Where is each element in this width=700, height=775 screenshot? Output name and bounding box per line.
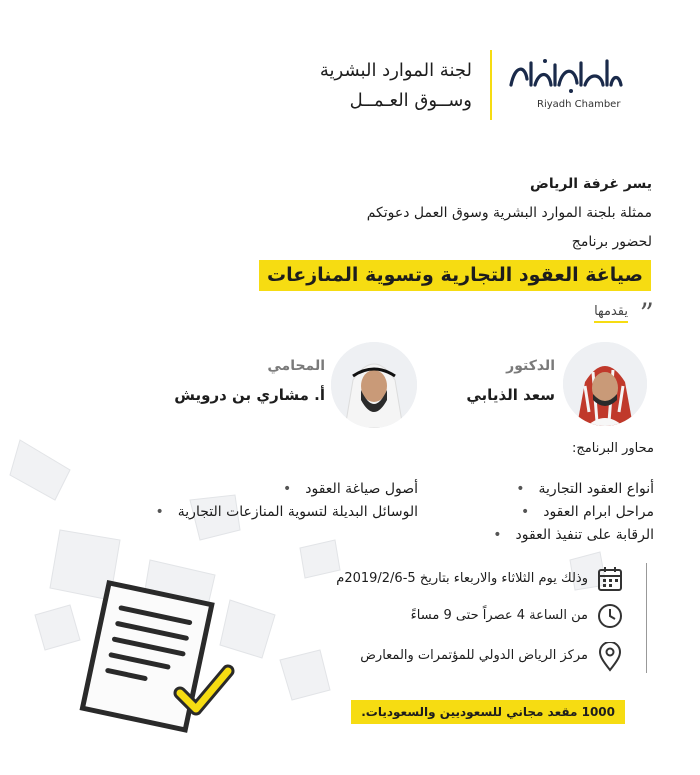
free-seats-note: 1000 مقعد مجاني للسعوديين والسعوديات.	[351, 700, 625, 724]
committee-line-2: وســوق العـمــل	[349, 90, 472, 111]
topics-left-list	[156, 478, 418, 524]
topic-item: مراحل ابرام العقود •	[493, 501, 654, 524]
header-divider	[490, 50, 492, 120]
event-date: وذلك يوم الثلاثاء والاربعاء بتاريخ 5-2019/2/6م	[336, 571, 588, 586]
program-title: صياغة العقود التجارية وتسوية المنازعات	[259, 260, 651, 291]
committee-title	[320, 56, 472, 116]
speaker-2-title: المحامي	[267, 358, 325, 374]
intro-line-2: ممثلة بلجنة الموارد البشرية وسوق العمل دعوتكم	[366, 205, 652, 221]
details-timeline-line	[646, 563, 647, 673]
speaker-1-title: الدكتور	[506, 358, 555, 374]
speaker-2-avatar	[331, 342, 417, 428]
topic-item: الوسائل البديلة لتسوية المنازعات التجارية •	[156, 501, 418, 524]
event-location: مركز الرياض الدولي للمؤتمرات والمعارض	[360, 648, 588, 663]
riyadh-chamber-logo-icon	[505, 55, 625, 95]
invitation-text	[367, 170, 652, 257]
speaker-2-name: أ. مشاري بن درويش	[174, 386, 325, 404]
contract-document-icon	[70, 575, 245, 745]
presented-by-label: يقدمها	[594, 304, 628, 323]
topic-item: أنواع العقود التجارية •	[493, 478, 654, 501]
clock-icon	[597, 603, 623, 629]
topic-item: أصول صياغة العقود •	[156, 478, 418, 501]
speaker-1-avatar	[563, 342, 647, 426]
topics-heading: محاور البرنامج:	[572, 441, 654, 456]
intro-line-3: لحضور برنامج	[571, 234, 652, 250]
quote-mark-icon: ”	[639, 297, 654, 330]
committee-line-1: لجنة الموارد البشرية	[319, 60, 472, 81]
speaker-1-name: سعد الذيابي	[466, 386, 555, 404]
event-time: من الساعة 4 عصراً حتى 9 مساءً	[410, 608, 588, 623]
location-pin-icon	[598, 642, 622, 672]
topic-item: الرقابة على تنفيذ العقود •	[493, 524, 654, 547]
topics-right-list	[493, 478, 654, 547]
intro-line-1: يسر غرفة الرياض	[529, 176, 652, 192]
calendar-icon	[597, 566, 623, 592]
logo-english-text: Riyadh Chamber	[537, 99, 621, 110]
